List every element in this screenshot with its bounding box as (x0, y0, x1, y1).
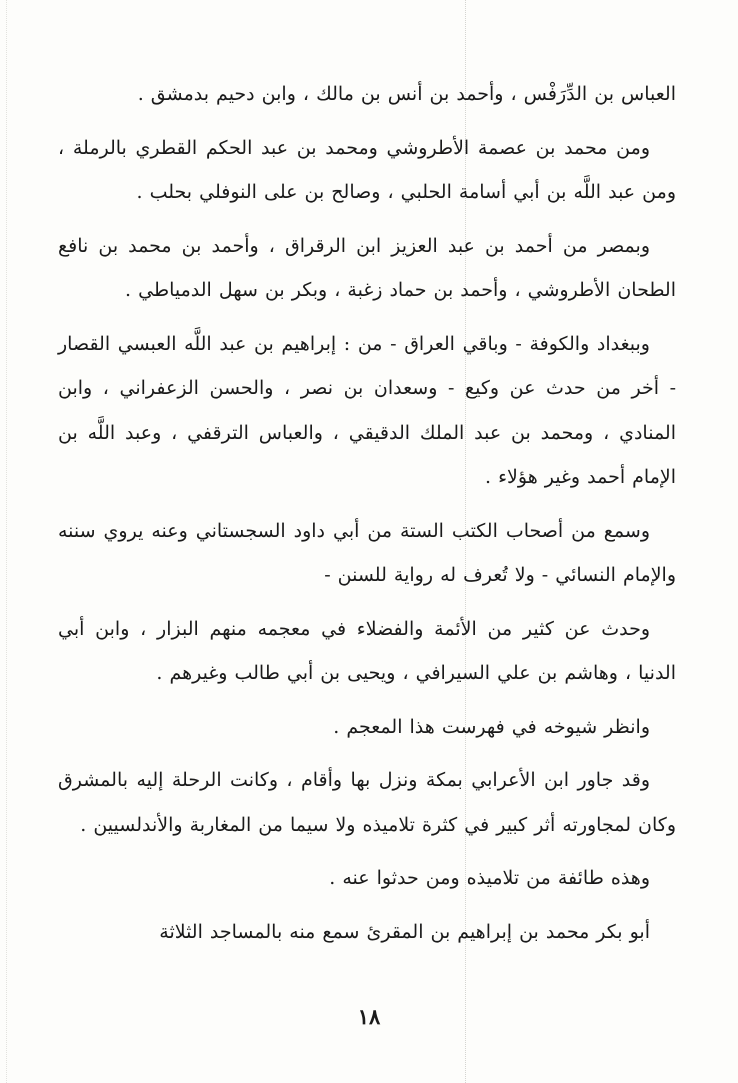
paragraph-1: العباس بن الدِّرَفْس ، وأحمد بن أنس بن مالك ، وابن دحيم بدمشق . (137, 83, 676, 105)
paragraph-2: ومن محمد بن عصمة الأطروشي ومحمد بن عبد الحكم القطري بالرملة ، ومن عبد اللَّه بن أبي أسامة الحلبي ، وصالح بن على النوفلي بحلب . (58, 136, 676, 203)
paragraph-8: وقد جاور ابن الأعرابي بمكة ونزل بها وأقام ، وكانت الرحلة إليه بالمشرق وكان لمجاورته أثر كبير في كثرة تلاميذه ولا سيما من المغاربة والأندلسيين . (58, 769, 676, 836)
paragraph-7: وانظر شيوخه في فهرست هذا المعجم . (333, 715, 650, 738)
paragraph-6: وحدث عن كثير من الأئمة والفضلاء في معجمه منهم البزار ، وابن أبي الدنيا ، وهاشم بن علي السيرافي ، ويحيى بن أبي طالب وغيرهم . (58, 617, 676, 684)
paragraph-9: وهذه طائفة من تلاميذه ومن حدثوا عنه . (329, 867, 650, 889)
body-text (58, 72, 676, 963)
paragraph-5: وسمع من أصحاب الكتب الستة من أبي داود السجستاني وعنه يروي سننه والإمام النسائي - ولا تُعرف له رواية للسنن - (58, 519, 676, 586)
page-edge-line (6, 0, 7, 1083)
page-number: ١٨ (357, 1004, 381, 1029)
paragraph-4: وببغداد والكوفة - وباقي العراق - من : إبراهيم بن عبد اللَّه العبسي القصار - أخر من حدث عن وكيع - وسعدان بن نصر ، والحسن الزعفراني ، وابن المنادي ، ومحمد بن عبد الملك الدقيقي ، والعباس الترقفي ، وعبد اللَّه بن الإمام أحمد وغير هؤلاء . (58, 332, 676, 488)
paragraph-3: وبمصر من أحمد بن عبد العزيز ابن الرقراق ، وأحمد بن محمد بن نافع الطحان الأطروشي ، وأحمد بن حماد زغبة ، وبكر بن سهل الدمياطي . (58, 234, 676, 301)
paragraph-10: أبو بكر محمد بن إبراهيم بن المقرئ سمع منه بالمساجد الثلاثة (159, 920, 650, 943)
